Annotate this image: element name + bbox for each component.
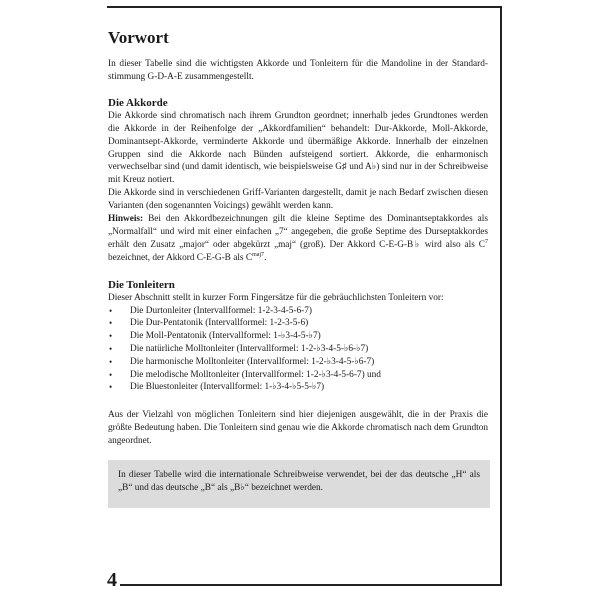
- list-item: • Die Bluestonleiter (Intervallformel: 1-♭3-4-♭5-5-♭7): [109, 382, 325, 393]
- list-item: • Die Moll-Pentatonik (Intervallformel: 1-♭3-4-5-♭7): [109, 331, 321, 342]
- list-item: • Die Dur-Pentatonik (Intervallformel: 1-2-3-5-6): [109, 318, 309, 329]
- chords-hint-paragraph: [108, 213, 488, 265]
- bottom-rule: [120, 584, 502, 586]
- list-item: • Die natürliche Molltonleiter (Intervallformel: 1-2-♭3-4-5-♭6-♭7): [109, 343, 369, 354]
- page-title: Vorwort: [108, 28, 169, 47]
- list-item: • Die Durtonleiter (Intervallformel: 1-2-3-4-5-6-7): [109, 305, 312, 316]
- bullet-icon: •: [109, 343, 113, 354]
- scales-list: [108, 305, 488, 395]
- bullet-icon: •: [109, 305, 113, 316]
- scales-outro: Aus der Vielzahl von möglichen Tonleitern sind hier diejenigen ausgewählt, die in der Praxis die größte Bedeutung haben. Die Tonleitern sind genau wie die Akkorde chromatisch nach dem Grundton angeordnet.: [108, 410, 488, 446]
- bullet-icon: •: [109, 382, 113, 393]
- bullet-icon: •: [109, 318, 113, 329]
- content: [108, 28, 488, 448]
- note-text: In dieser Tabelle wird die internationale Schreibweise verwendet, bei der das deutsche „H“ als „B“ und das deutsche „B“ als „B♭“ bezeichnet werden.: [118, 470, 480, 493]
- hint-sup-maj7: maj7: [252, 251, 265, 258]
- chords-paragraph-1: Die Akkorde sind chromatisch nach ihrem Grundton geordnet; innerhalb jedes Grundtones werden die Akkorde in der Reihenfolge der „Akkordfamilien“ behandelt: Dur-Akkorde, Moll-Akkorde, Dominantsept-Akkorde, verminderte Akkorde und übermäßige Akkorde. Innerhalb der einzelnen Gruppen sind die Akkorde nach Bünden aufsteigend sortiert. Akkorde, die enharmonisch verwechselbar sind (und damit identisch, wie beispielsweise G♯ und A♭) sind nur in der Schreibweise mit Kreuz notiert.: [108, 110, 488, 186]
- hint-sup-7: 7: [485, 238, 488, 245]
- hint-end: .: [264, 252, 267, 263]
- list-item: • Die harmonische Molltonleiter (Intervallformel: 1-2-♭3-4-5-♭6-7): [109, 356, 375, 367]
- hint-label: Hinweis:: [108, 214, 144, 225]
- scales-intro: Dieser Abschnitt stellt in kurzer Form Fingersätze für die gebräuchlichsten Tonleitern vor:: [108, 292, 444, 303]
- chords-paragraph-2: Die Akkorde sind in verschiedenen Griff-Varianten dargestellt, damit je nach Bedarf zwischen diesen Varianten (den sogenannten Voicings) gewählt werden kann.: [108, 188, 488, 212]
- bullet-icon: •: [109, 331, 113, 342]
- intro-paragraph: In dieser Tabelle sind die wichtigsten Akkorde und Tonleitern für die Mandoline in der Standardstimmung G-D-A-E zusammengestellt.: [108, 59, 488, 82]
- hint-mid: bezeichnet, der Akkord C-E-G-B als C: [108, 252, 253, 263]
- right-rule: [500, 6, 502, 586]
- hint-text: Bei den Akkordbezeichnungen gilt die kleine Septime des Dominantseptakkordes als „Normalfall“ und wird mit einer einfachen „7“ angegeben, die große Septime des Durseptakkordes erhält den Zusatz „major“ oder abgekürzt „maj“ (groß). Der Akkord C-E-G-B♭ wird also als C: [108, 214, 488, 250]
- chords-heading: Die Akkorde: [108, 96, 168, 109]
- page-number: 4: [107, 569, 117, 591]
- bullet-icon: •: [109, 356, 113, 367]
- bullet-icon: •: [109, 369, 113, 380]
- list-item: • Die melodische Molltonleiter (Intervallformel: 1-2-♭3-4-5-6-7) und: [109, 369, 381, 380]
- top-rule: [107, 6, 502, 8]
- note-box: [108, 460, 490, 508]
- scales-heading: Die Tonleitern: [108, 278, 175, 291]
